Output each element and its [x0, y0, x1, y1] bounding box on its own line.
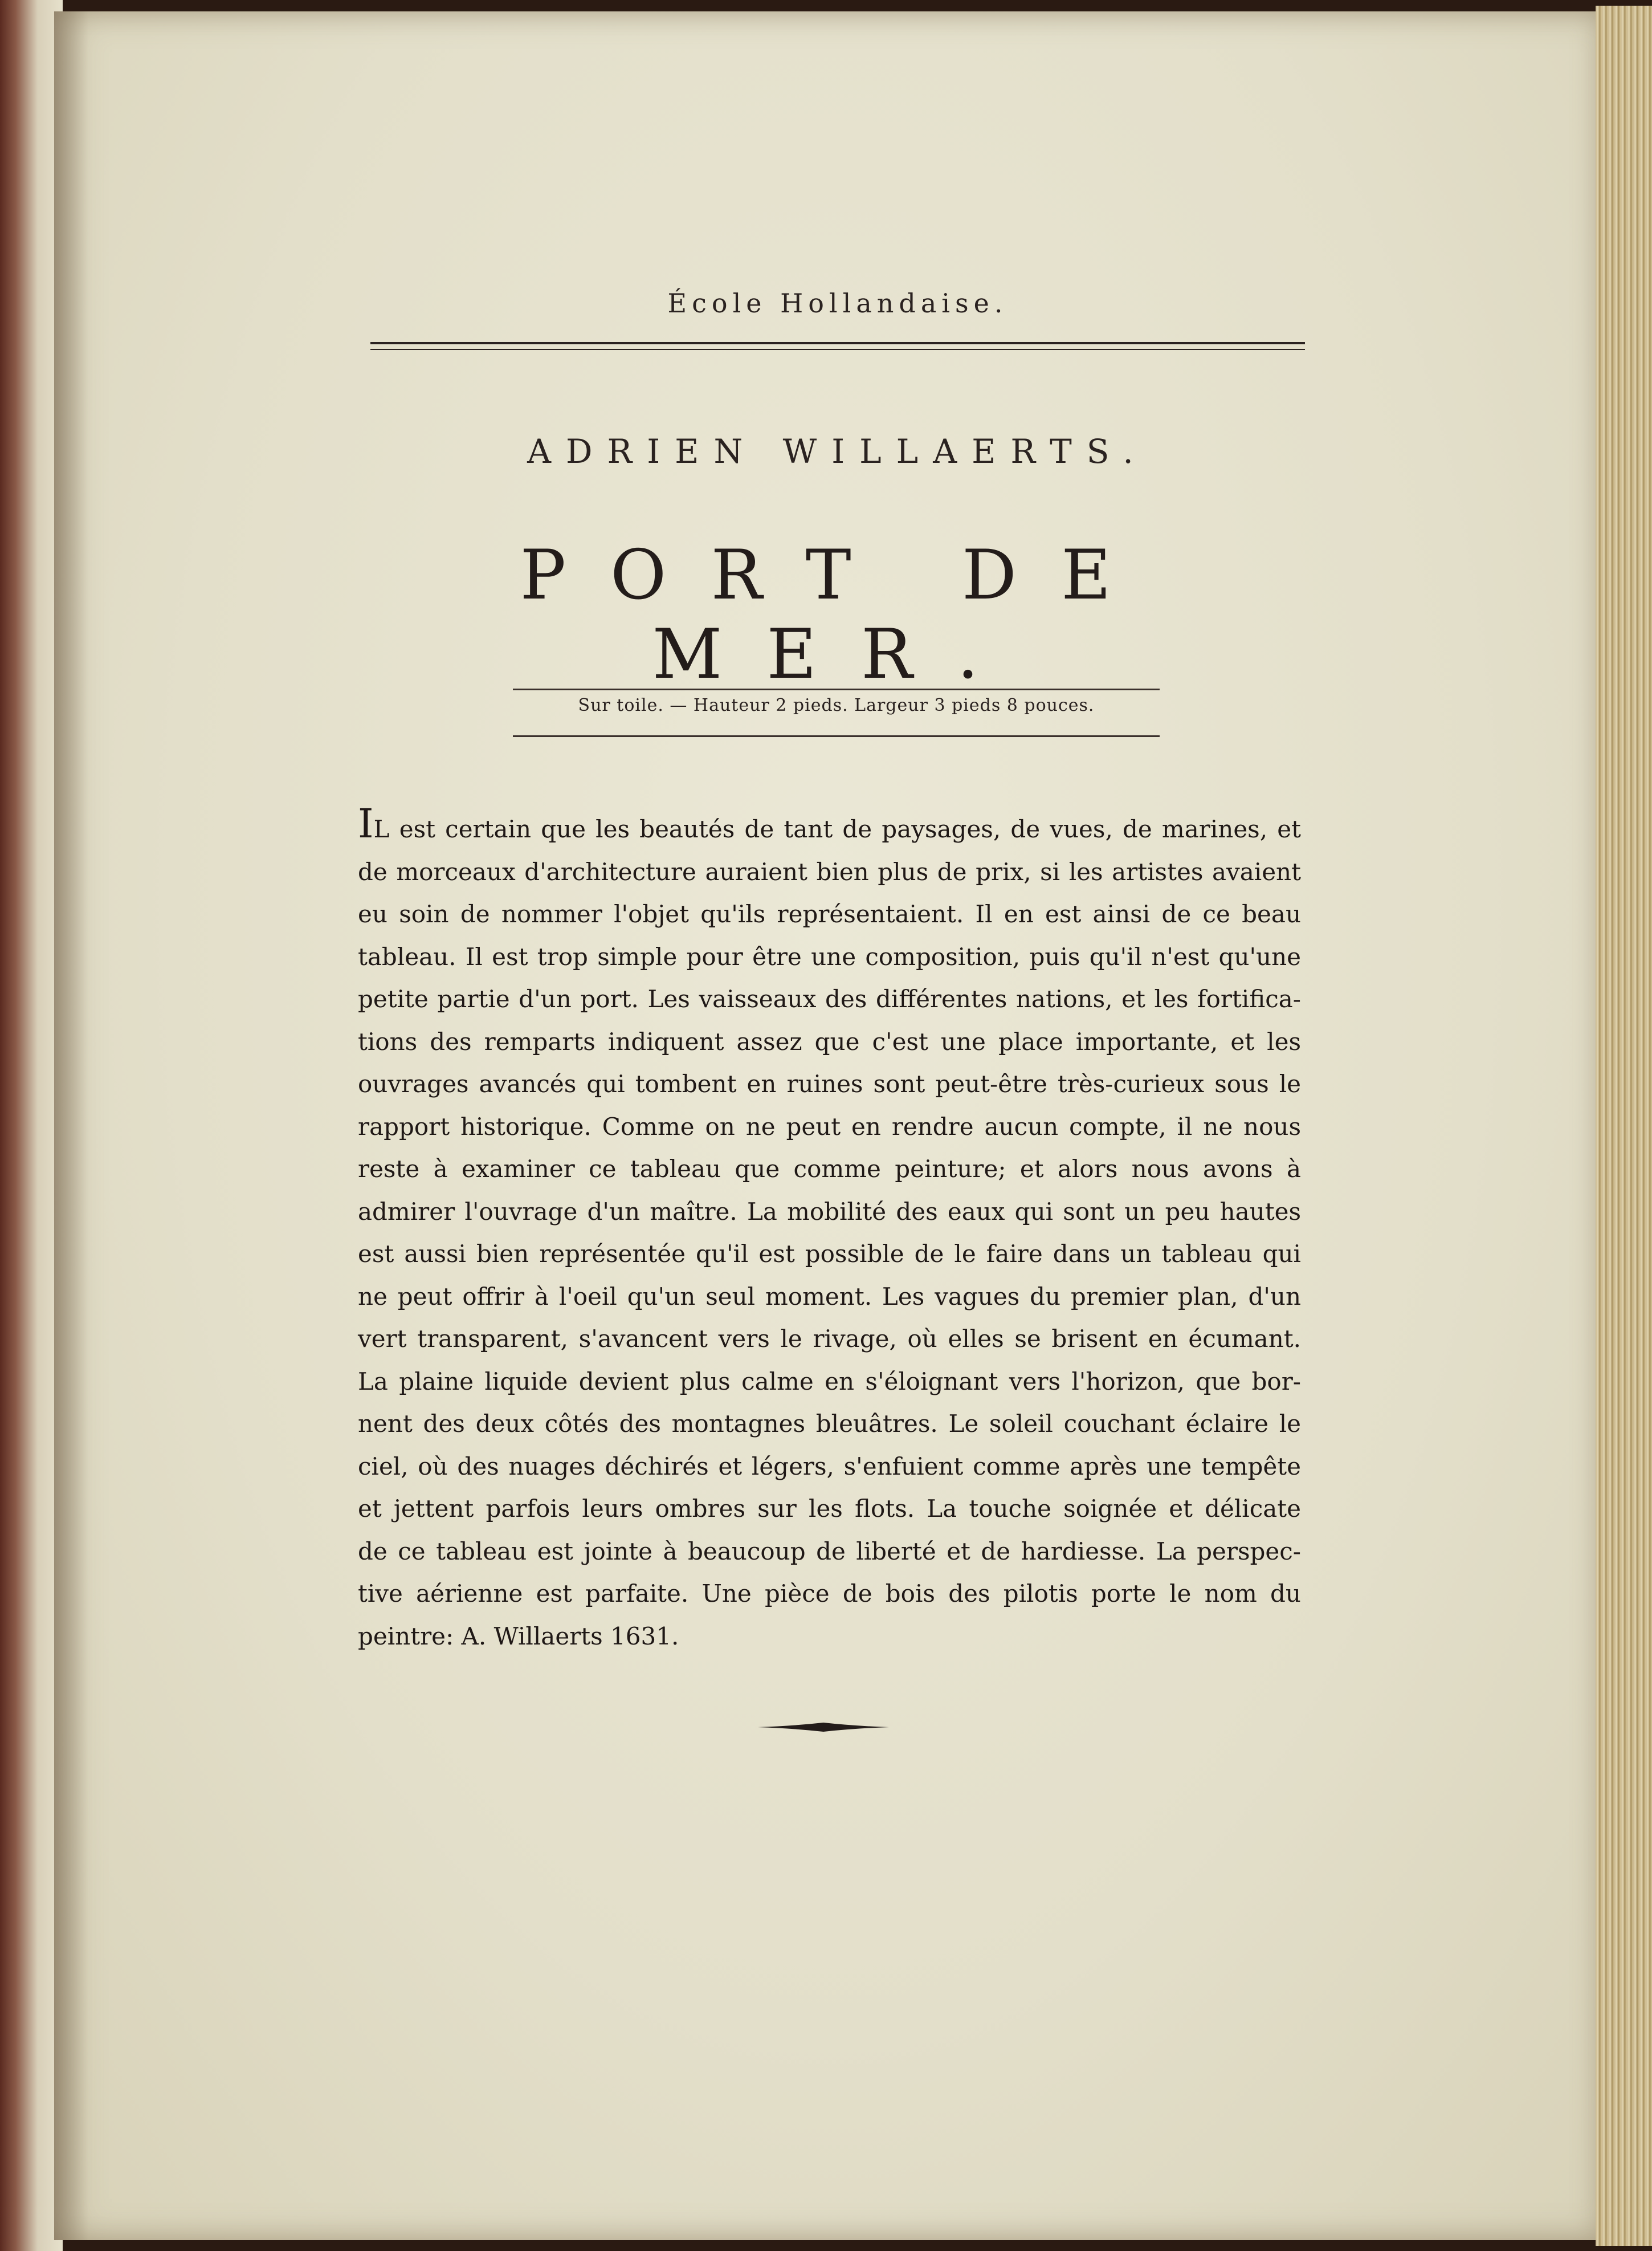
tailpiece-ornament: [758, 1721, 889, 1733]
school-heading: École Hollandaise.: [667, 288, 1008, 319]
body-line-last: peintre: A. Willaerts 1631.: [358, 1622, 679, 1650]
body-line: ne peut offrir à l'oeil qu'un seul moment. Les vagues du premier plan, d'un: [358, 1282, 1301, 1310]
book-cover-edge-left: [0, 0, 63, 2251]
body-line: tions des remparts indiquent assez que c'est une place importante, et les: [358, 1027, 1301, 1056]
body-line: tive aérienne est parfaite. Une pièce de bois des pilotis porte le nom du: [358, 1580, 1301, 1607]
body-line: de ce tableau est jointe à beaucoup de liberté et de hardiesse. La perspec-: [358, 1537, 1301, 1565]
dimensions-rule-bottom: [513, 735, 1160, 737]
drop-cap: I: [358, 800, 374, 847]
body-line: IL est certain que les beautés de tant de paysages, de vues, de marines, et: [358, 800, 1301, 847]
page-edges-right: [1596, 6, 1652, 2246]
body-line: ouvrages avancés qui tombent en ruines sont peut-être très-curieux sous le: [358, 1070, 1301, 1098]
body-line: ciel, où des nuages déchirés et légers, s'enfuient comme après une tempête: [358, 1452, 1301, 1480]
body-line: reste à examiner ce tableau que comme peinture; et alors nous avons à: [358, 1155, 1301, 1183]
body-text: [358, 800, 1301, 1658]
dimensions-rule-top: [513, 689, 1160, 690]
painting-title: PORT DE MER.: [520, 536, 1156, 694]
body-line: est aussi bien représentée qu'il est possible de le faire dans un tableau qui: [358, 1240, 1301, 1268]
body-line: admirer l'ouvrage d'un maître. La mobilité des eaux qui sont un peu hautes: [358, 1197, 1301, 1226]
artist-name: ADRIEN WILLAERTS.: [527, 432, 1148, 471]
body-line: eu soin de nommer l'objet qu'ils représentaient. Il en est ainsi de ce beau: [358, 900, 1301, 928]
body-line: La plaine liquide devient plus calme en s'éloignant vers l'horizon, que bor-: [358, 1367, 1301, 1395]
body-line: nent des deux côtés des montagnes bleuâtres. Le soleil couchant éclaire le: [358, 1410, 1301, 1438]
body-line: et jettent parfois leurs ombres sur les flots. La touche soignée et délicate: [358, 1495, 1301, 1523]
body-line: rapport historique. Comme on ne peut en rendre aucun compte, il ne nous: [358, 1112, 1301, 1141]
dimensions-caption: Sur toile. — Hauteur 2 pieds. Largeur 3 pieds 8 pouces.: [578, 695, 1095, 715]
body-line: de morceaux d'architecture auraient bien plus de prix, si les artistes avaient: [358, 857, 1301, 886]
body-line: vert transparent, s'avancent vers le rivage, où elles se brisent en écumant.: [358, 1325, 1301, 1353]
header-double-rule: [370, 342, 1305, 350]
body-line: petite partie d'un port. Les vaisseaux des différentes nations, et les fortifica-: [358, 985, 1301, 1013]
gutter-shadow: [54, 11, 88, 2240]
body-line: tableau. Il est trop simple pour être une composition, puis qu'il n'est qu'une: [358, 942, 1301, 971]
